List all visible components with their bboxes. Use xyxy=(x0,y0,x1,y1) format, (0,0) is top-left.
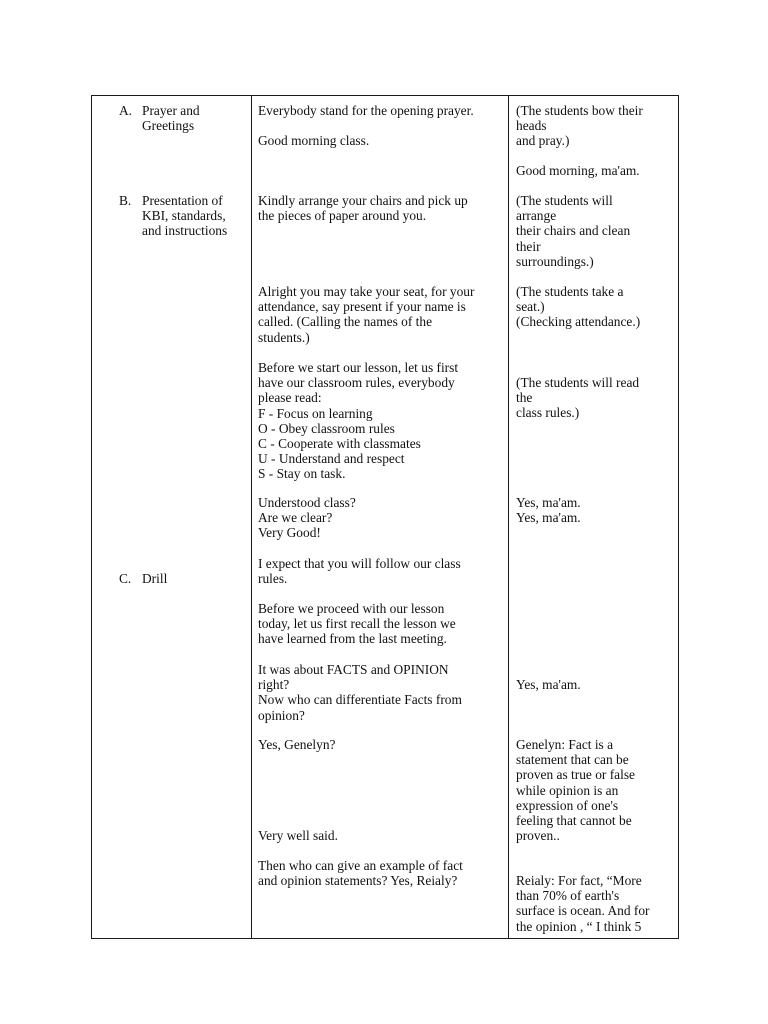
student-line: (The students bow their heads and pray.) xyxy=(516,103,643,149)
column-divider xyxy=(251,96,252,938)
student-line: (The students take a seat.) (Checking attendance.) xyxy=(516,284,641,330)
teacher-line: Understood class? Are we clear? Very Good! xyxy=(258,495,356,541)
student-line: Genelyn: Fact is a statement that can be proven as true or false while opinion is an expression of one's feeling that cannot be proven.. xyxy=(516,737,635,844)
section-title: Prayer and Greetings xyxy=(142,103,200,134)
section-title: Drill xyxy=(142,571,168,586)
student-line: Yes, ma'am. xyxy=(516,677,581,692)
student-line: (The students will arrange their chairs and clean their surroundings.) xyxy=(516,193,631,269)
teacher-line: Alright you may take your seat, for your attendance, say present if your name is called. (Calling the names of the students.) xyxy=(258,284,475,345)
teacher-line: It was about FACTS and OPINION right? Now who can differentiate Facts from opinion? xyxy=(258,662,462,723)
teacher-line: Yes, Genelyn? xyxy=(258,737,336,752)
student-line: Reialy: For fact, “More than 70% of earth's surface is ocean. And for the opinion , “ I think 5 xyxy=(516,873,650,934)
student-line: Yes, ma'am. Yes, ma'am. xyxy=(516,495,581,526)
section-title: Presentation of KBI, standards, and instructions xyxy=(142,193,228,239)
lesson-plan-table xyxy=(91,95,679,939)
section-letter: A. xyxy=(119,103,133,118)
teacher-line: I expect that you will follow our class rules. xyxy=(258,556,461,587)
teacher-line: Kindly arrange your chairs and pick up the pieces of paper around you. xyxy=(258,193,468,224)
teacher-line: Very well said. xyxy=(258,828,338,843)
teacher-line: Before we start our lesson, let us first have our classroom rules, everybody please read: F - Focus on learning O - Obey classroom rules C - Cooperate with classmates U - Understand and respect S - Stay on task. xyxy=(258,360,459,482)
student-line: (The students will read the class rules.) xyxy=(516,375,640,421)
section-letter: C. xyxy=(119,571,132,586)
column-divider xyxy=(508,96,509,938)
teacher-line: Good morning class. xyxy=(258,133,370,148)
teacher-line: Before we proceed with our lesson today, let us first recall the lesson we have learned from the last meeting. xyxy=(258,601,456,647)
teacher-line: Everybody stand for the opening prayer. xyxy=(258,103,474,118)
section-letter: B. xyxy=(119,193,132,208)
teacher-line: Then who can give an example of fact and opinion statements? Yes, Reialy? xyxy=(258,858,463,889)
student-line: Good morning, ma'am. xyxy=(516,163,640,178)
